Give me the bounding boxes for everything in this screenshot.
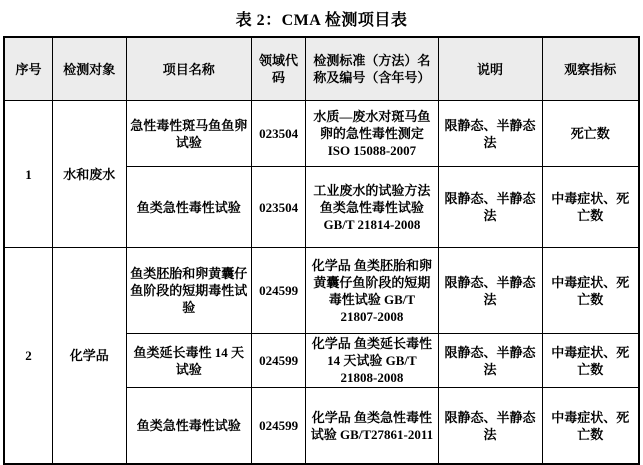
cell-project: 鱼类急性毒性试验 [126,167,251,248]
cell-standard: 化学品 鱼类急性毒性试验 GB/T27861-2011 [306,388,438,465]
cell-code: 024599 [251,388,306,465]
cell-project: 鱼类延长毒性 14 天试验 [126,334,251,388]
cell-code: 024599 [251,334,306,388]
page-title: 表 2：CMA 检测项目表 [235,12,408,29]
cell-code: 023504 [251,101,306,167]
cell-no-2: 2 [4,248,52,465]
cell-project: 鱼类胚胎和卵黄囊仔鱼阶段的短期毒性试验 [126,248,251,334]
cell-note: 限静态、半静态法 [438,101,542,167]
cell-standard: 化学品 鱼类延长毒性 14 天试验 GB/T 21808-2008 [306,334,438,388]
cell-code: 023504 [251,167,306,248]
cell-standard: 化学品 鱼类胚胎和卵黄囊仔鱼阶段的短期毒性试验 GB/T 21807-2008 [306,248,438,334]
cell-indicator: 中毒症状、死亡数 [542,248,639,334]
cell-note: 限静态、半静态法 [438,248,542,334]
cell-standard: 水质—废水对斑马鱼卵的急性毒性测定 ISO 15088-2007 [306,101,438,167]
header-no: 序号 [4,37,52,101]
cell-project: 鱼类急性毒性试验 [126,388,251,465]
table-row [4,248,639,334]
cell-no-1: 1 [4,101,52,248]
cell-object-2: 化学品 [52,248,126,465]
cell-standard: 工业废水的试验方法 鱼类急性毒性试验 GB/T 21814-2008 [306,167,438,248]
header-standard: 检测标准（方法）名称及编号（含年号） [306,37,438,101]
cell-note: 限静态、半静态法 [438,388,542,465]
header-note: 说明 [438,37,542,101]
header-code: 领域代码 [251,37,306,101]
header-row [4,37,639,101]
cell-indicator: 死亡数 [542,101,639,167]
header-object: 检测对象 [52,37,126,101]
cell-code: 024599 [251,248,306,334]
cell-note: 限静态、半静态法 [438,334,542,388]
cell-note: 限静态、半静态法 [438,167,542,248]
cell-indicator: 中毒症状、死亡数 [542,388,639,465]
cell-indicator: 中毒症状、死亡数 [542,334,639,388]
cell-object-1: 水和废水 [52,101,126,248]
cell-indicator: 中毒症状、死亡数 [542,167,639,248]
table-row [4,101,639,167]
header-project: 项目名称 [126,37,251,101]
cell-project: 急性毒性斑马鱼鱼卵试验 [126,101,251,167]
header-indicator: 观察指标 [542,37,639,101]
cma-test-items-table [3,36,640,465]
